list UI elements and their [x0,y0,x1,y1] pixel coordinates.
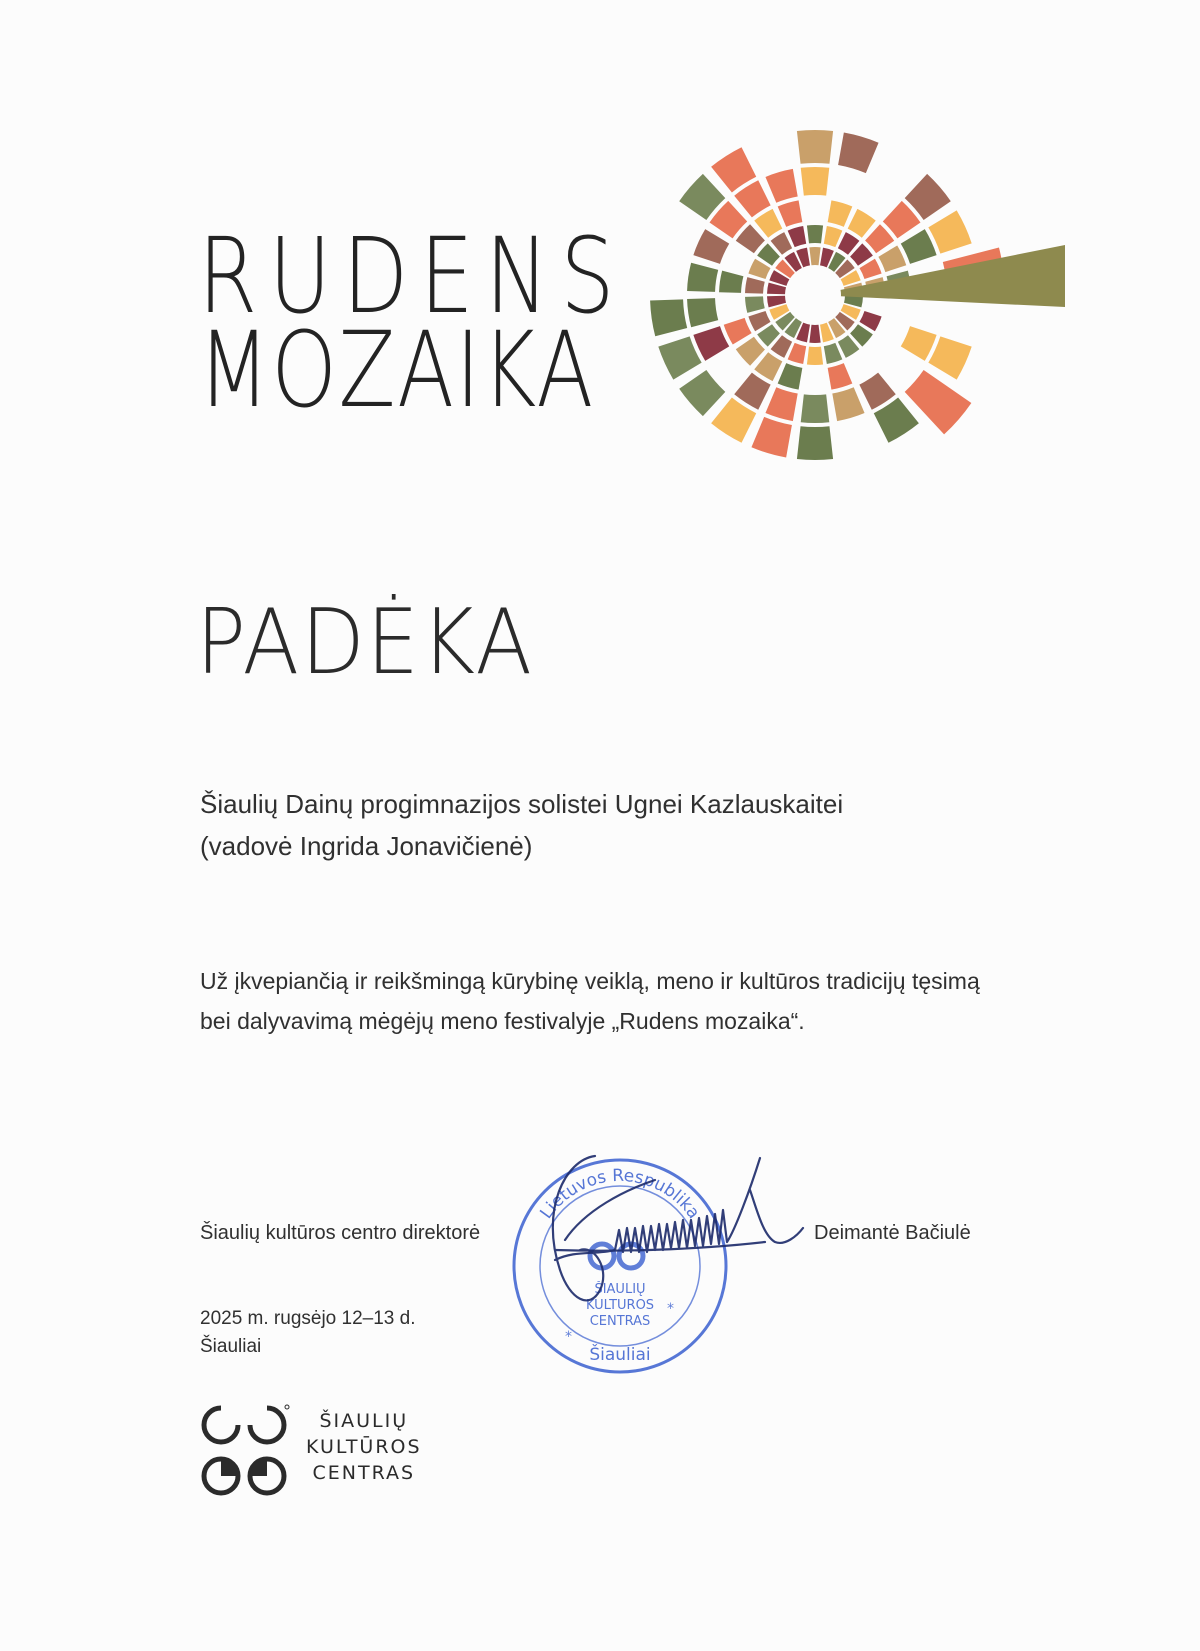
mosaic-tile-46 [736,337,765,366]
mosaic-tile-60 [801,394,830,423]
reason-block [200,961,980,1041]
recipient-line: Šiaulių Dainų progimnazijos solistei Ugnei Kazlauskaitei [200,789,844,819]
mosaic-tile-59 [832,387,864,421]
footer-rings-logo-icon [199,1403,294,1498]
mosaic-tile-73 [928,336,971,379]
certificate-title: PADĖKA [196,590,534,695]
mosaic-tile-53 [848,209,876,238]
mosaic-tile-79 [679,370,725,416]
mosaic-tile-26 [807,347,823,365]
mosaic-tile-31 [745,296,765,312]
date-block [200,1305,416,1361]
logo-line-rudens: RUDENS [198,215,627,337]
mosaic-logo-graphic [600,125,1070,465]
mosaic-center [789,269,841,321]
stamp-top-text: Lietuvos Respublika [536,1165,704,1223]
mosaic-tile-36 [788,226,807,247]
event-city: Šiauliai [200,1336,262,1357]
mosaic-tile-64 [687,298,718,327]
mosaic-tile-5 [809,325,820,343]
mosaic-tile-61 [765,387,797,421]
mosaic-tile-43 [828,363,853,389]
mosaic-tile-37 [807,225,823,243]
mosaic-tile-27 [788,343,807,364]
mosaic-tile-77 [751,417,791,458]
mosaic-tile-84 [797,130,833,164]
footer-organization-name [306,1408,422,1486]
mosaic-tile-32 [745,277,765,293]
footer-line-3: CENTRAS [312,1462,416,1484]
handwritten-signature [535,1150,835,1350]
mosaic-tile-44 [778,363,803,389]
mosaic-tile-55 [878,245,906,272]
mosaic-tile-45 [754,352,782,381]
mosaic-tile-66 [693,229,729,264]
mosaic-tile-65 [687,263,718,292]
logo-line-mozaika: MOZAIKA [198,309,595,431]
footer-line-1: ŠIAULIŲ [319,1410,409,1432]
mosaic-tile-69 [765,169,797,203]
stamp-line-1: ŠIAULIŲ [594,1282,646,1297]
mosaic-tile-85 [838,133,878,174]
mosaic-tile-80 [658,336,701,379]
stamp-star-left-icon: * [565,1329,572,1345]
signatory-position: Šiaulių kultūros centro direktorė [200,1222,481,1244]
recipient-supervisor-line: (vadovė Ingrida Jonavičienė) [200,831,533,861]
mosaic-tile-70 [801,167,830,196]
mosaic-tile-87 [928,210,971,253]
mosaic-tile-47 [724,318,752,345]
footer-line-2: KULTŪROS [306,1436,422,1458]
stamp-bottom-text: Šiauliai [589,1345,651,1365]
mosaic-tile-16 [809,247,820,265]
mosaic-tile-57 [901,326,937,361]
mosaic-tile-72 [901,229,937,264]
mosaic-tile-81 [650,299,687,336]
mosaic-tile-76 [797,426,833,460]
mosaic-tile-50 [754,209,782,238]
mosaic-tile-25 [824,343,843,364]
reason-line-1: Už įkvepiančią ir reikšmingą kūrybinę veiklą, meno ir kultūros tradicijų tęsimą [200,968,980,994]
stamp-star-right-icon: * [667,1301,674,1317]
stamp-line-3: CENTRAS [589,1314,651,1329]
signatory-name: Deimantė Bačiulė [814,1222,971,1244]
mosaic-tile-63 [693,326,729,361]
mosaic-tile-38 [824,226,843,247]
reason-line-2: bei dalyvavimą mėgėjų meno festivalyje „Rudens mozaika“. [200,1008,805,1034]
mosaic-tile-52 [828,200,853,226]
mosaic-tile-48 [719,271,743,293]
event-date: 2025 m. rugsėjo 12–13 d. [200,1308,416,1329]
recipient-block [200,783,843,867]
mosaic-tile-51 [778,200,803,226]
stamp-line-2: KULTŪROS [585,1298,655,1313]
